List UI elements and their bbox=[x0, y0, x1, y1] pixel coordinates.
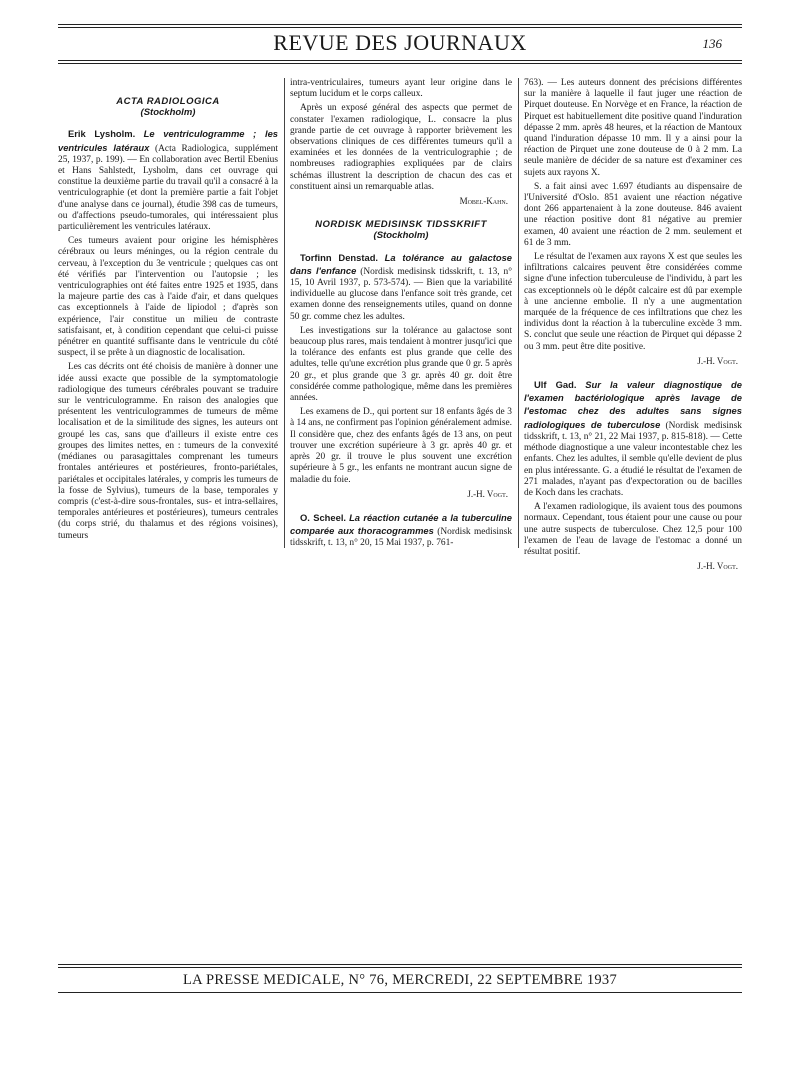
column-2 bbox=[290, 78, 512, 553]
page-title: REVUE DES JOURNAUX bbox=[273, 30, 527, 55]
article-paragraph bbox=[524, 379, 742, 499]
article-author: Erik Lysholm. bbox=[68, 128, 136, 140]
signature: J.-H. Vogt. bbox=[697, 561, 738, 572]
column-separator bbox=[284, 78, 285, 548]
article-paragraph: Les cas décrits ont été choisis de manière à donner une idée aussi exacte que possible de la symptomatologie radiologique des tumeurs cérébrales pouvant se traduire sur le ventriculogramme. En raison des analogies que présentent les ventriculogrammes de tumeurs de même localisation et de la similitude des signes, les auteurs ont groupé les cas, sans que d'ailleurs il existe entre ces groupes des limites nettes, en : tumeurs de la convexité (médianes ou parasagittales comprenant les tumeurs frontales antérieures et postérieures, fronto-pariétales, pariétales et occipitales latérales, y compris les tumeurs de la fosse de Sylvius), tumeurs de la base, temporales y compris (c'est-à-dire sous-frontales, sus- et intra-sellaires, temporales antérieures et postérieures), tumeurs centrales (du corps strié, du thalamus et des régions voisines), tumeurs bbox=[58, 362, 278, 541]
column-3 bbox=[524, 78, 742, 584]
article-paragraph: Après un exposé général des aspects que permet de constater l'examen radiologique, L. consacre la plus grande partie de cet ouvrage à rapporter brièvement les observations cliniques de ces différentes tumeurs qu'il a examinées et les données de la ventriculographie ; de nombreuses radiographies expliquées par de clairs schémas illustrent la description de chacun des cas et constituent ainsi un remarquable atlas. bbox=[290, 103, 512, 192]
article-title: La réaction cutanée a la tuberculine comparée aux thoracogrammes bbox=[290, 511, 512, 537]
page-number: 136 bbox=[702, 36, 722, 51]
article-paragraph bbox=[290, 512, 512, 550]
article-title: Sur la valeur diagnostique de l'examen bactériologique après lavage de l'estomac chez des adultes sans signes radiologiques de tuberculose bbox=[524, 379, 742, 430]
article-text: (Acta Radiologica, supplément 25, 1937, p. 199). — En collaboration avec Bertil Ebenius et Hans Sahlstedt, Lysholm, dans cet ouvrage qui constitue la deuxième partie du travail qu'il a consacré à la ventriculographie (et dont la première partie a fait l'objet d'une analyse dans ce journal), étudie 398 cas de tumeurs, ou d'affections pseudo-tumorales, qui intéressaient plus particulièrement les ventricules latéraux. bbox=[58, 143, 279, 233]
article-paragraph: Le résultat de l'examen aux rayons X est que seules les infiltrations calcaires peuvent être considérées comme signe d'une infection tuberculeuse de l'individu, à part les cas exceptionnels où le dépôt calcaire est dû par exemple à une ancienne embolie. Il n'y a une augmentation marquée de la fréquence de ces infiltrations que chez les individus dont la réaction à la tuberculine excède 3 mm. S. conclut que seule une réaction de Pirquet qui dépasse 2 ou 3 mm. peut être dite positive. bbox=[524, 252, 742, 352]
article-paragraph: Les examens de D., qui portent sur 18 enfants âgés de 3 à 14 ans, ne confirment pas l'opinion généralement admise. Il considère que, chez des enfants âgés de 13 ans, on peut trouver une excrétion supérieure à 3 gr. après 40 gr. et après 20 gr. il trouve le plus souvent une excrétion supérieure à 5 gr., les enfants ne montrant aucun signe de maladie du foie. bbox=[290, 407, 512, 485]
article-paragraph bbox=[58, 128, 278, 233]
article-paragraph: Ces tumeurs avaient pour origine les hémisphères cérébraux ou leurs méninges, ou la région centrale du cerveau, à l'exception du 3e ventricule ; quelques cas ont été vérifiés par l'intervention ou l'autopsie ; les ventriculographies ont été faites entre 1925 et 1935, dans la majeure partie des cas à l'aide d'air, et dans quelques cas exceptionnels à l'aide de lipiodol ; d'après son expérience, l'air constitue un milieu de contraste satisfaisant, et, à condition cependant que celui-ci puisse pénétrer en quantité suffisante dans le ventricule du côté suspect, il se prête à un diagnostic de localisation. bbox=[58, 236, 278, 359]
article-text: (Nordisk medisinsk tidsskrift, t. 13, n° 15, 10 Avril 1937, p. 573-574). — Bien que la variabilité individuelle au glucose dans l'enfance soit très grande, cet examen donne des renseignements utiles, quand on donne 50 gr. comme chez les adultes. bbox=[290, 266, 512, 322]
footer-rule-top bbox=[58, 964, 742, 965]
article-text: (Nordisk medisinsk tidsskrift, t. 13, n° 21, 22 Mai 1937, p. 815-818). — Cette méthode diagnostique a une valeur incontestable chez les enfants. Chez les adultes, il semble qu'elle devient de plus en plus intéressante. G. a étudié le résultat de l'examen de 271 malades, n'ayant pas d'expectoration ou de bacilles de Koch dans les crachats. bbox=[524, 420, 742, 498]
article-text: (Nordisk medisinsk tidsskrift, t. 13, n° 20, 15 Mai 1937, p. 761- bbox=[290, 527, 513, 549]
article-author: Torfinn Denstad. bbox=[300, 251, 379, 263]
header-rule-top bbox=[58, 24, 742, 25]
journal-city: (Stockholm) bbox=[373, 230, 429, 242]
article-paragraph: 763). — Les auteurs donnent des précisions différentes sur la manière à laquelle il faut juger une réaction de Pirquet douteuse. En Norvège et en France, la réaction de Pirquet est habituellement dite positive quand l'induration dépasse 2 mm. après 48 heures, et la réaction de Mantoux quand l'induration dépasse 10 mm. Il y a ainsi pour la réaction de Pirquet une zone douteuse de 0 à 2 mm. La seule manière de décider de sa nature est d'examiner ces sujets aux rayons X. bbox=[524, 78, 742, 178]
signature: J.-H. Vogt. bbox=[467, 488, 508, 499]
header-rule-bottom-2 bbox=[58, 63, 742, 64]
article-author: O. Scheel. bbox=[300, 511, 347, 523]
footer-publication-line: LA PRESSE MEDICALE, N° 76, MERCREDI, 22 SEPTEMBRE 1937 bbox=[182, 972, 618, 988]
footer-rule-bottom bbox=[58, 992, 742, 993]
header-rule-top-2 bbox=[58, 27, 742, 28]
article-paragraph: S. a fait ainsi avec 1.697 étudiants au dispensaire de l'Université d'Oslo. 851 avaient une réaction négative dont 266 appartenaient à la zone douteuse. 846 avaient une réaction positive dont 81 négative au premier examen, 40 avaient une réaction de 2 mm. seulement et 61 de 3 mm. bbox=[524, 181, 742, 248]
article-paragraph: intra-ventriculaires, tumeurs ayant leur origine dans le septum lucidum et le corps calleux. bbox=[290, 78, 512, 100]
journal-city: (Stockholm) bbox=[140, 107, 196, 119]
header-rule-bottom bbox=[58, 60, 742, 61]
article-author: Ulf Gad. bbox=[534, 379, 577, 391]
journal-heading: NORDISK MEDISINSK TIDSSKRIFT bbox=[315, 219, 487, 231]
signature: J.-H. Vogt. bbox=[697, 355, 738, 366]
article-title: Le ventriculogramme ; les ventricules latéraux bbox=[58, 128, 279, 153]
article-paragraph: A l'examen radiologique, ils avaient tous des poumons normaux. Cependant, tous étaient pour une cause ou pour une autre suspects de tuberculose. Chez 12,5 pour 100 l'examen de l'eau de lavage de l'estomac a donné un résultat positif. bbox=[524, 502, 742, 557]
column-1 bbox=[58, 78, 278, 545]
article-paragraph: Les investigations sur la tolérance au galactose sont beaucoup plus rares, mais tendaient à montrer jusqu'ici que la tolérance des enfants est plus grande que celle des adultes, telle qu'une excrétion plus grande que 0 gr. 5 après 20 gr., et plus grande que 3 gr. après 40 gr. doit être considérée comme pathologique, même dans les premières années. bbox=[290, 325, 512, 404]
article-paragraph bbox=[290, 252, 512, 323]
signature: Mobel-Kahn. bbox=[459, 196, 508, 207]
article-title: La tolérance au galactose dans l'enfance bbox=[290, 251, 512, 276]
journal-heading: ACTA RADIOLOGICA bbox=[116, 96, 220, 107]
footer-rule-top-2 bbox=[58, 967, 742, 968]
column-separator bbox=[518, 78, 519, 548]
